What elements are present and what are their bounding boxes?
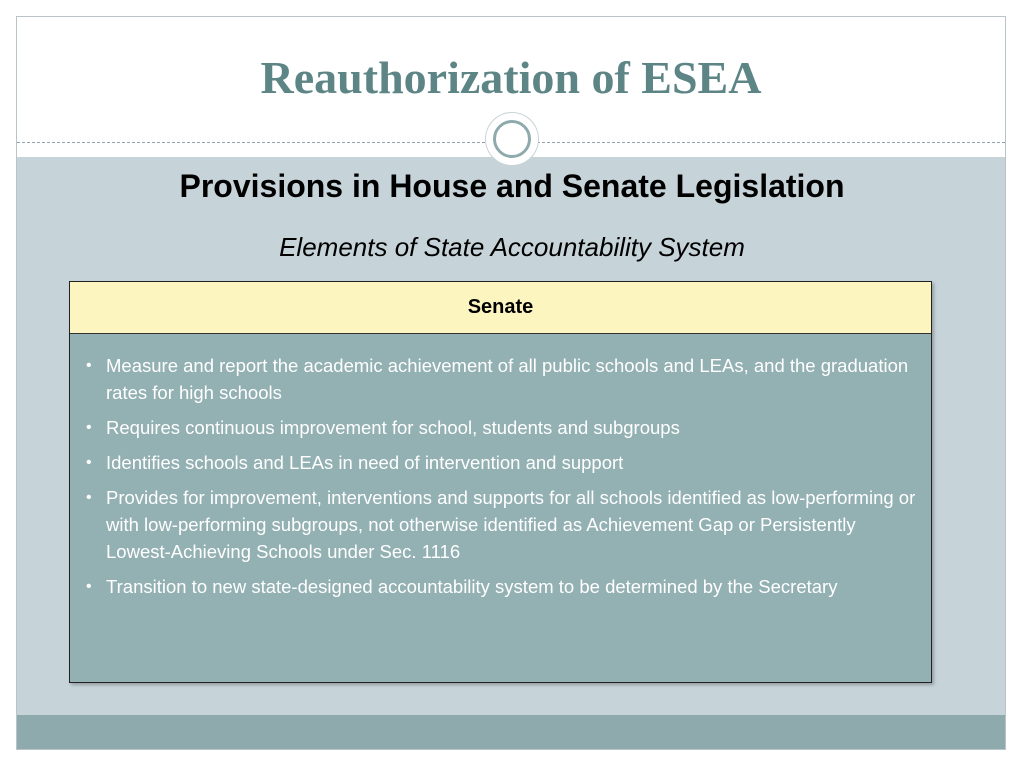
panel-header: Senate (70, 282, 931, 334)
list-item-text: Transition to new state-designed accountability system to be determined by the Secretary (106, 576, 838, 597)
slide-subsubtitle: Elements of State Accountability System (279, 232, 745, 262)
list-item (86, 573, 917, 600)
circle-ring-icon (493, 120, 531, 158)
list-item-text: Identifies schools and LEAs in need of intervention and support (106, 452, 624, 473)
list-item-text: Measure and report the academic achievement of all public schools and LEAs, and the graduation rates for high schools (106, 355, 909, 403)
bullet-icon: • (86, 357, 92, 374)
senate-panel (69, 281, 932, 683)
list-item (86, 414, 917, 441)
list-item-text: Provides for improvement, interventions and supports for all schools identified as low-performing or with low-performing subgroups, not otherwise identified as Achievement Gap or Persistently Lowest-Achieving Schools under Sec. 1116 (106, 487, 916, 562)
list-item (86, 449, 917, 476)
bullet-list (70, 334, 931, 600)
circle-ornament-icon (486, 113, 538, 165)
bullet-icon: • (86, 489, 92, 506)
bullet-icon: • (86, 419, 92, 436)
slide-subtitle: Provisions in House and Senate Legislation (179, 168, 845, 204)
list-item (86, 484, 917, 565)
footer-band (17, 715, 1005, 749)
bullet-icon: • (86, 454, 92, 471)
list-item (86, 352, 917, 406)
list-item-text: Requires continuous improvement for school, students and subgroups (106, 417, 680, 438)
bullet-icon: • (86, 578, 92, 595)
slide-title: Reauthorization of ESEA (260, 52, 762, 103)
